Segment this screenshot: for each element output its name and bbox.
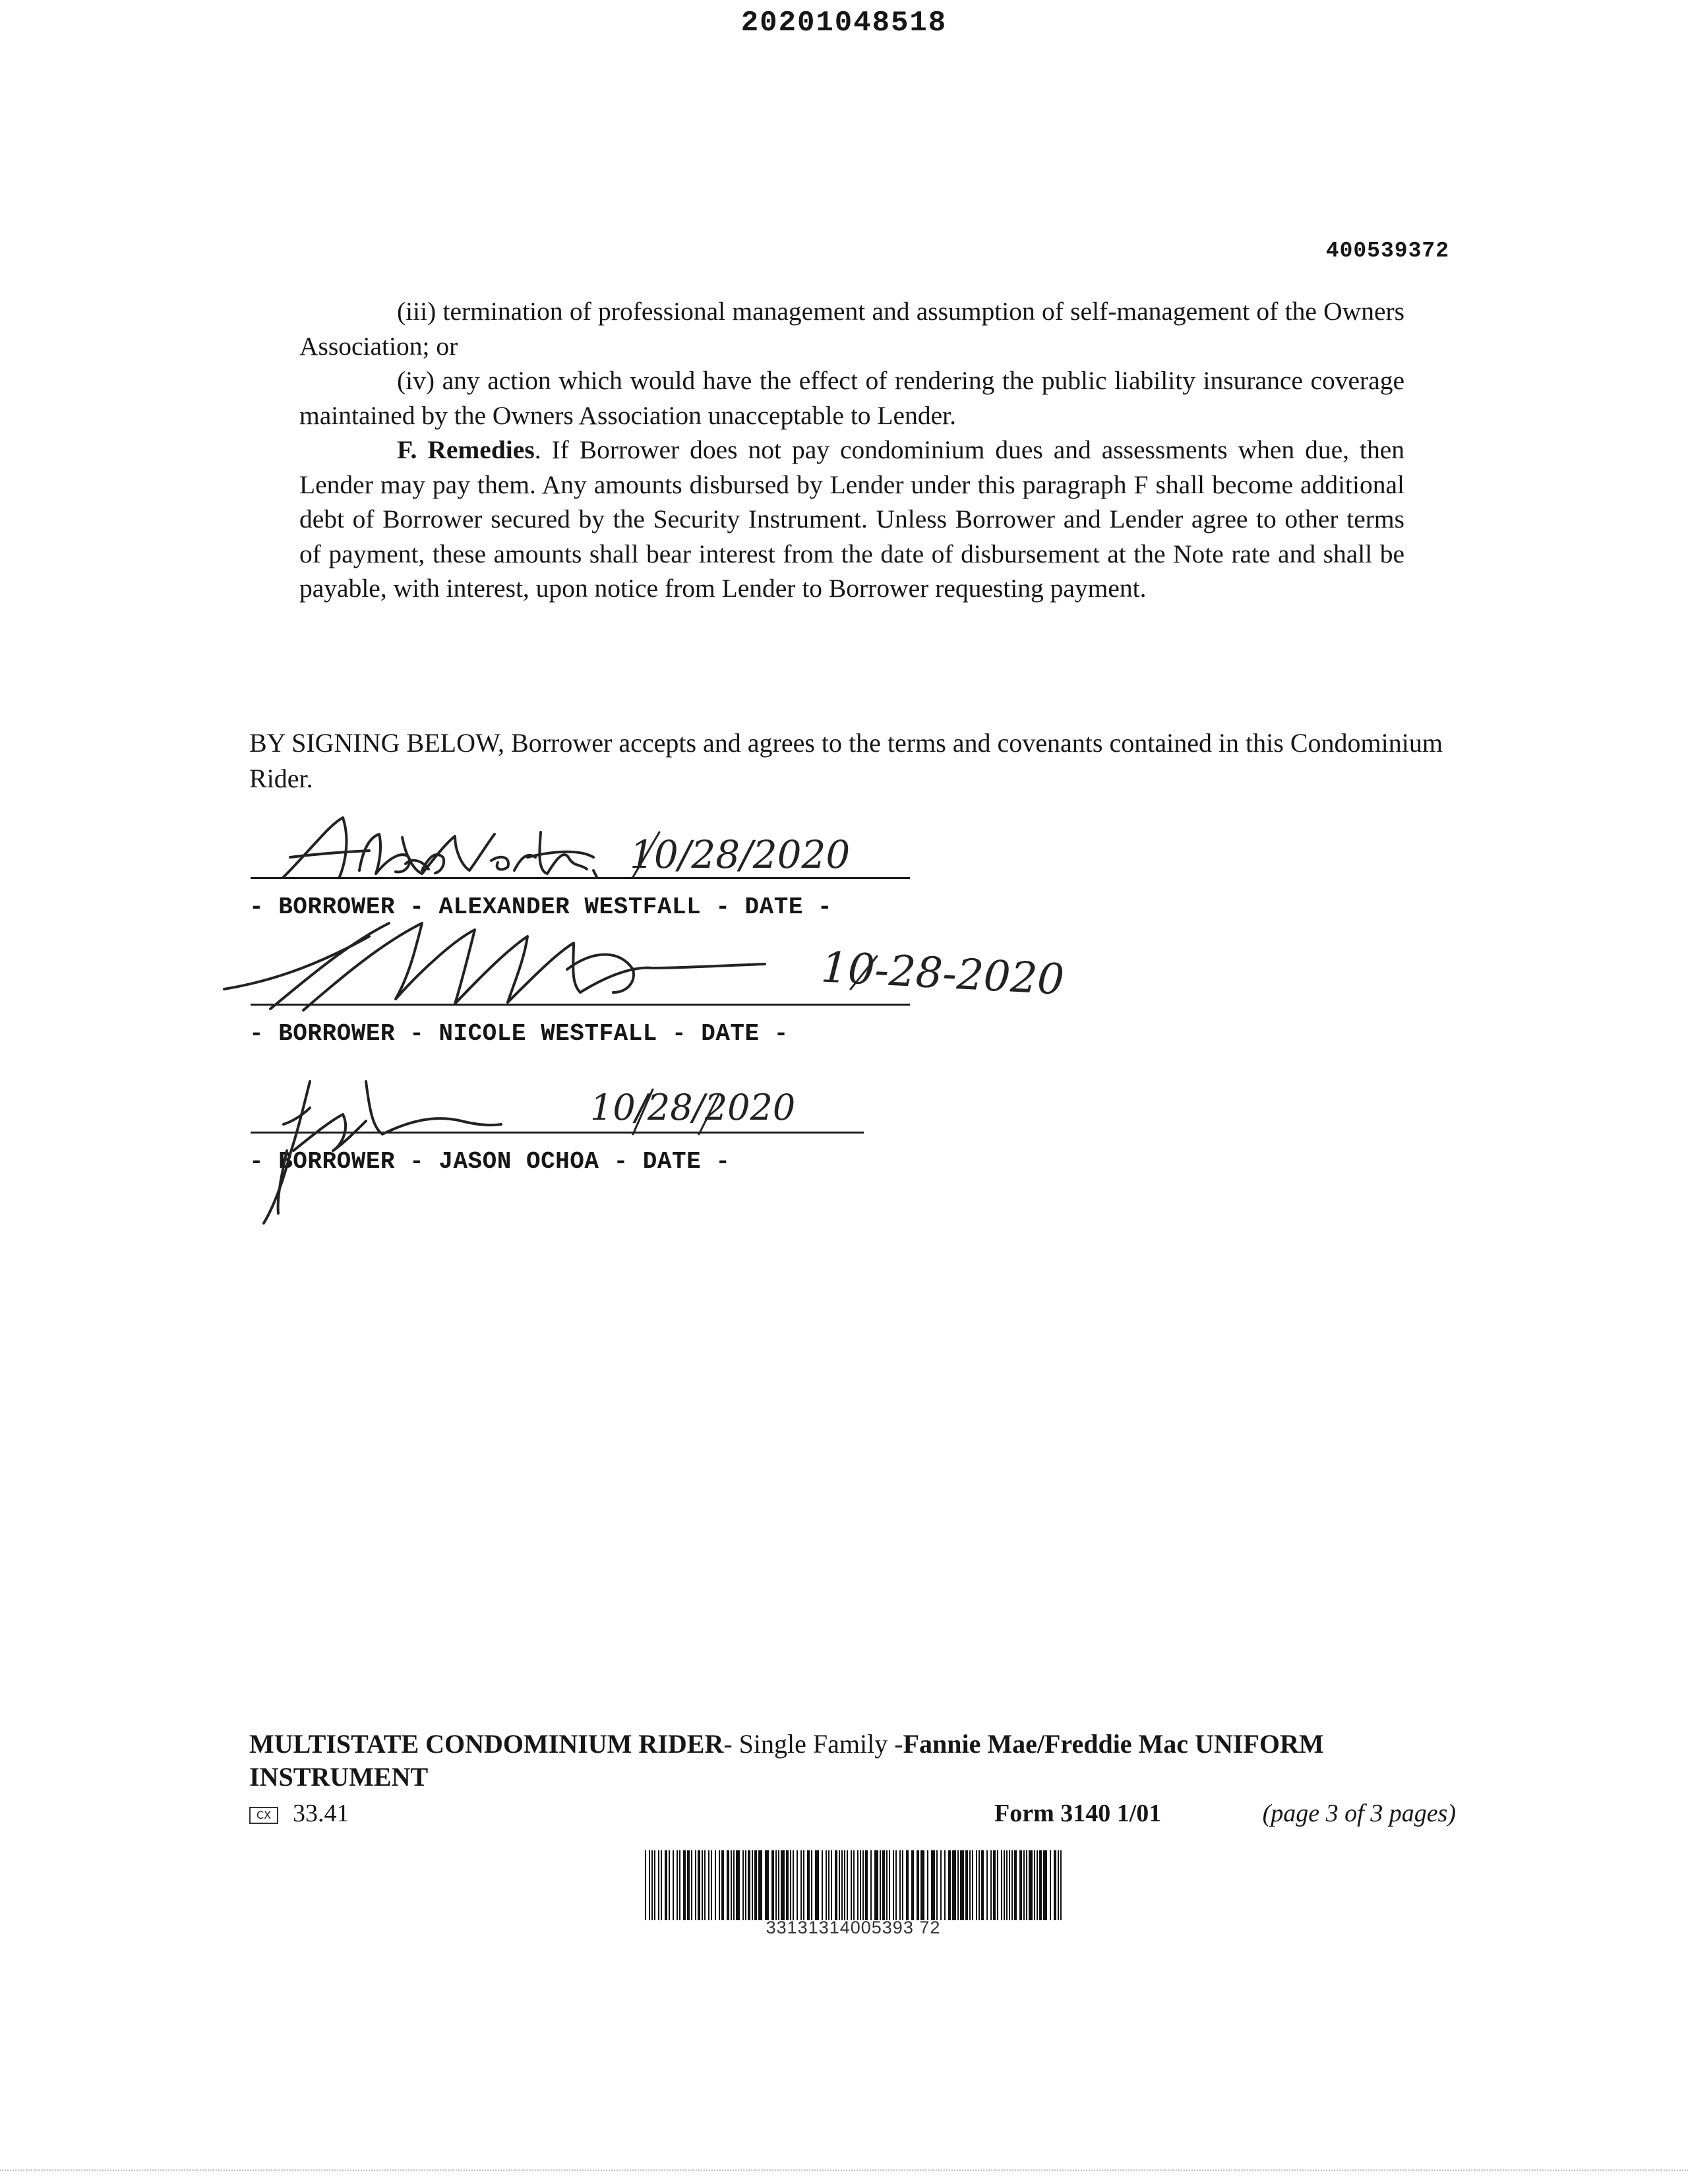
footer-form-title <box>249 1728 1476 1794</box>
clause-remedies <box>299 433 1404 606</box>
barcode-bar <box>940 1850 942 1920</box>
barcode-bar <box>948 1850 951 1920</box>
barcode-bar <box>775 1850 777 1920</box>
barcode-bar <box>986 1850 988 1920</box>
signature-caption-1: - BORROWER - ALEXANDER WESTFALL - DATE - <box>249 894 833 921</box>
barcode-bar <box>669 1850 670 1920</box>
barcode-bar <box>844 1850 845 1920</box>
barcode-bar <box>781 1850 785 1920</box>
barcode-bar <box>952 1850 956 1920</box>
barcode-bar <box>1039 1850 1042 1920</box>
barcode-bar <box>708 1850 709 1920</box>
barcode-bar <box>658 1850 659 1920</box>
clause-iii: (iii) termination of professional management and assumption of self-management of the Owners Association; or <box>299 297 1404 361</box>
barcode-bar <box>677 1850 678 1920</box>
barcode-bar <box>752 1850 753 1920</box>
barcode-bar <box>1037 1850 1038 1920</box>
form-code <box>249 1799 349 1828</box>
barcode-bar <box>927 1850 928 1920</box>
barcode-bar <box>790 1850 791 1920</box>
barcode-bar <box>721 1850 724 1920</box>
barcode-bar <box>880 1850 881 1920</box>
barcode-bar <box>1001 1850 1002 1920</box>
signature-line-1 <box>251 877 910 879</box>
barcode-bar <box>1043 1850 1047 1920</box>
form-title-part-1: MULTISTATE CONDOMINIUM RIDER <box>249 1729 724 1759</box>
barcode-bar <box>1058 1850 1059 1920</box>
signature-nicole-westfall <box>224 923 765 1010</box>
barcode-bar <box>1060 1850 1062 1920</box>
barcode-bar <box>687 1850 690 1920</box>
barcode-bar <box>972 1850 973 1920</box>
barcode-bar <box>981 1850 984 1920</box>
barcode-bar <box>754 1850 757 1920</box>
barcode-bar <box>860 1850 861 1920</box>
barcode-bar <box>889 1850 890 1920</box>
barcode-bar <box>1029 1850 1033 1920</box>
form-title-part-3: Fannie Mae/Freddie Mac UNIFORM INSTRUMENT <box>249 1729 1324 1792</box>
signature-caption-3: - BORROWER - JASON OCHOA - DATE - <box>249 1148 731 1175</box>
barcode-bar <box>1019 1850 1022 1920</box>
barcode-bar <box>874 1850 878 1920</box>
signing-statement: BY SIGNING BELOW, Borrower accepts and agrees to the terms and covenants contained in this Condominium Rider. <box>249 728 1443 793</box>
signature-line-2 <box>251 1004 910 1006</box>
remedies-text: . If Borrower does not pay condominium dues and assessments when due, then Lender may pay them. Any amounts disbursed by Lender under this paragraph F shall become additional debt of Borrower secured by the Security Instrument. Unless Borrower and Lender agree to other terms of payment, these amounts shall bear interest from the date of disbursement at the Note rate and shall be payable, with interest, upon notice from Lender to Borrower requesting payment. <box>299 435 1404 603</box>
barcode-bar <box>778 1850 779 1920</box>
barcode-bar <box>822 1850 823 1920</box>
barcode-bar <box>969 1850 971 1920</box>
cx-logo-icon: CX <box>249 1807 278 1824</box>
barcode-bar <box>976 1850 977 1920</box>
barcode-bar <box>679 1850 680 1920</box>
barcode-bar <box>742 1850 744 1920</box>
barcode-bar <box>1014 1850 1017 1920</box>
form-title-part-2: - Single Family - <box>723 1729 903 1759</box>
barcode-bar <box>815 1850 819 1920</box>
loan-number: 400539372 <box>1325 239 1449 263</box>
barcode-bar <box>841 1850 843 1920</box>
remedies-heading: F. Remedies <box>397 435 535 464</box>
barcode-bar <box>917 1850 919 1920</box>
barcode-bar <box>793 1850 794 1920</box>
barcode-bar <box>944 1850 946 1920</box>
barcode-bar <box>886 1850 888 1920</box>
barcode-bar <box>803 1850 804 1920</box>
barcode-bar <box>807 1850 810 1920</box>
form-code-number: 33.41 <box>293 1800 349 1827</box>
barcode-bar <box>865 1850 868 1920</box>
barcode-bar <box>1050 1850 1051 1920</box>
barcode-bar <box>698 1850 700 1920</box>
barcode-bar <box>786 1850 789 1920</box>
barcode-bar <box>826 1850 827 1920</box>
signature-date-3: 10/28/2020 <box>590 1087 796 1128</box>
scan-edge-line <box>0 2169 1688 2171</box>
barcode-bar <box>797 1850 798 1920</box>
barcode-bar <box>736 1850 740 1920</box>
recording-number: 20201048518 <box>740 7 948 40</box>
barcode-bar <box>704 1850 706 1920</box>
barcode-bar <box>745 1850 746 1920</box>
barcode-number: 33131314005393 72 <box>766 1918 941 1937</box>
form-number: Form 3140 1/01 <box>994 1800 1162 1827</box>
barcode-bar <box>661 1850 662 1920</box>
barcode-bar <box>902 1850 903 1920</box>
barcode-bar <box>857 1850 859 1920</box>
barcode-bar <box>702 1850 703 1920</box>
signature-line-3 <box>251 1132 864 1134</box>
barcode-bar <box>715 1850 716 1920</box>
barcode-bar <box>727 1850 729 1920</box>
barcode-bar <box>906 1850 909 1920</box>
barcode-bar <box>1054 1850 1056 1920</box>
barcode-bar <box>811 1850 812 1920</box>
barcode-bar <box>931 1850 935 1920</box>
clause-iv: (iv) any action which would have the effect of rendering the public liability insurance coverage maintained by the Owners Association unacceptable to Lender. <box>299 366 1404 430</box>
barcode-bar <box>993 1850 996 1920</box>
barcode-bar <box>899 1850 901 1920</box>
barcode-bar <box>733 1850 735 1920</box>
barcode-bar <box>851 1850 852 1920</box>
barcode-bar <box>1004 1850 1005 1920</box>
barcode-bar <box>645 1850 646 1920</box>
barcode-bar <box>895 1850 897 1920</box>
barcode-bar <box>882 1850 885 1920</box>
barcode-bar <box>847 1850 848 1920</box>
barcode-bar <box>893 1850 894 1920</box>
signature-caption-2: - BORROWER - NICOLE WESTFALL - DATE - <box>249 1020 789 1047</box>
barcode-bar <box>695 1850 696 1920</box>
barcode-bar <box>936 1850 938 1920</box>
barcode-bar <box>1011 1850 1013 1920</box>
signature-date-1: 10/28/2020 <box>630 832 851 877</box>
signature-date-2: 10-28-2020 <box>820 943 1066 1005</box>
barcode-bar <box>990 1850 992 1920</box>
barcode-bar <box>828 1850 829 1920</box>
barcode-bar <box>835 1850 837 1920</box>
barcode-bar <box>853 1850 855 1920</box>
barcode-bar <box>960 1850 964 1920</box>
signature-alexander-westfall <box>284 818 597 877</box>
barcode-bar <box>965 1850 968 1920</box>
barcode-bar <box>979 1850 980 1920</box>
page-indicator: (page 3 of 3 pages) <box>1262 1800 1456 1827</box>
barcode-bar <box>771 1850 774 1920</box>
barcode-bar <box>649 1850 650 1920</box>
barcode-bar <box>665 1850 667 1920</box>
barcode-bar <box>831 1850 832 1920</box>
barcode-bar <box>758 1850 762 1920</box>
barcode-bar <box>1023 1850 1025 1920</box>
rider-clauses <box>299 294 1404 606</box>
barcode-bar <box>1026 1850 1027 1920</box>
barcode-bar <box>711 1850 712 1920</box>
barcode-bar <box>997 1850 998 1920</box>
barcode-bar <box>1034 1850 1035 1920</box>
barcode-bar <box>765 1850 769 1920</box>
barcode-bar <box>911 1850 914 1920</box>
barcode-bar <box>651 1850 653 1920</box>
barcode-bar <box>748 1850 750 1920</box>
footer-form-info <box>249 1799 1456 1832</box>
barcode-bar <box>839 1850 840 1920</box>
barcode-bar <box>870 1850 872 1920</box>
barcode-bar <box>719 1850 720 1920</box>
barcode-bar <box>731 1850 732 1920</box>
barcode-bar <box>1009 1850 1010 1920</box>
barcode-bar <box>957 1850 959 1920</box>
barcode-icon <box>645 1850 1062 1920</box>
barcode-bar <box>1006 1850 1008 1920</box>
barcode-bar <box>683 1850 686 1920</box>
barcode-bar <box>800 1850 802 1920</box>
barcode-bar <box>654 1850 655 1920</box>
barcode-bar <box>920 1850 924 1920</box>
barcode-bar <box>673 1850 674 1920</box>
barcode-bar <box>862 1850 864 1920</box>
barcode-bar <box>691 1850 692 1920</box>
